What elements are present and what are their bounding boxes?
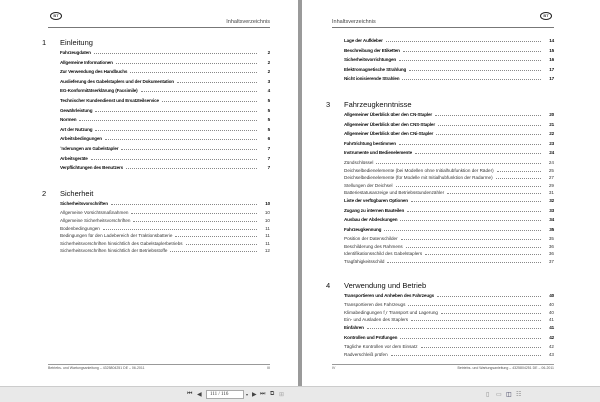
dot-leader <box>162 99 257 102</box>
toc-entry[interactable] <box>344 131 554 141</box>
dot-leader <box>411 318 541 321</box>
toc-entry-page: 14 <box>549 38 554 43</box>
dot-leader <box>400 336 541 339</box>
toc-entry-page: 40 <box>549 292 554 298</box>
toc-entry[interactable] <box>344 335 554 345</box>
dot-leader <box>401 237 541 240</box>
toc-entry-label: Allgemeiner Überblick über den CNS-Stapler <box>344 121 435 127</box>
page-dropdown-icon[interactable]: ▾ <box>246 392 249 397</box>
toc-entry-label: Bedingungen für den Ladebereich der Traktionsbatterie <box>60 233 173 239</box>
toc-entry-label: Bodenbedingungen <box>60 225 100 231</box>
toc-entry-page: 23 <box>549 140 554 146</box>
table-of-contents <box>326 38 554 359</box>
dot-leader <box>415 151 541 154</box>
toc-entry-page: 7 <box>267 145 270 151</box>
toc-entry-label: Ein- und Ausladen des Staplers <box>344 317 409 323</box>
toc-entry[interactable] <box>344 112 554 122</box>
toc-entry-label: Radverschleiß prüfen <box>344 351 388 357</box>
fit-icon[interactable]: ⊞ <box>279 392 285 398</box>
toc-entry[interactable] <box>60 79 270 89</box>
toc-entry[interactable] <box>344 183 554 191</box>
toc-entry-page: 43 <box>548 351 554 357</box>
toc-entry[interactable] <box>60 233 270 241</box>
toc-entry-label: Arbeitsgeräte <box>60 155 88 161</box>
dot-leader <box>133 219 257 222</box>
toc-entry-label: Tragfähigkeitsschild <box>344 259 385 265</box>
toc-entry-label: Tägliche Kontrollen vor dem Einsatz <box>344 344 418 350</box>
toc-entry-label: Verpflichtungen des Benutzers <box>60 165 124 171</box>
page-number: III <box>267 366 270 370</box>
dot-leader <box>141 89 257 92</box>
dot-leader <box>384 228 541 231</box>
toc-entry-page: 10 <box>265 200 270 206</box>
dot-leader <box>391 353 541 356</box>
toc-entry-label: Transportieren und Anheben des Fahrzeugs <box>344 292 435 298</box>
toc-entry-page: 17 <box>549 66 554 72</box>
right-page <box>302 0 600 386</box>
dot-leader <box>79 118 257 121</box>
dot-leader <box>496 176 541 179</box>
section-title: Fahrzeugkenntnisse <box>344 99 412 109</box>
table-of-contents <box>42 38 270 256</box>
toc-entry-page: 10 <box>264 210 270 216</box>
dot-leader <box>407 209 541 212</box>
dot-leader <box>441 311 541 314</box>
toc-entry[interactable] <box>344 302 554 310</box>
dot-leader <box>402 77 541 80</box>
toc-entry-page: 33 <box>549 207 554 213</box>
toc-entry[interactable] <box>344 57 554 67</box>
dot-leader <box>376 161 541 164</box>
dot-leader <box>130 70 257 73</box>
dot-leader <box>367 326 541 329</box>
toc-entry[interactable] <box>344 293 554 303</box>
toc-entry-label: Nicht ionisierende Strahlen <box>344 76 400 82</box>
section-heading[interactable] <box>42 189 270 198</box>
toc-entry-page: 25 <box>548 167 554 173</box>
toc-entry-page: 5 <box>267 107 270 113</box>
toc-entry-label: Allgemeine Vorsichtsmaßnahmen <box>60 210 129 216</box>
toc-entry-page: 11 <box>265 233 270 239</box>
toc-entry[interactable] <box>344 325 554 335</box>
section-title: Sicherheit <box>60 188 94 198</box>
toc-entry-label: Kontrollen und Prüfungen <box>344 334 398 340</box>
toc-entry[interactable] <box>344 76 554 86</box>
toc-entry-label: Fahrtrichtung bestimmen <box>344 140 396 146</box>
toc-entry[interactable] <box>60 50 270 60</box>
dot-leader <box>400 218 541 221</box>
toc-entry-page: 17 <box>549 76 554 82</box>
header-title: Inhaltsverzeichnis <box>332 19 376 25</box>
toc-entry[interactable] <box>60 88 270 98</box>
toc-entry-page: 32 <box>549 197 554 203</box>
toc-entry-label: Transportieren des Fahrzeugs <box>344 302 406 308</box>
dot-leader <box>126 166 257 169</box>
dot-leader <box>91 157 257 160</box>
brand-logo: BT <box>540 12 552 20</box>
toc-entry-page: 36 <box>548 243 554 249</box>
toc-entry-label: Sicherheitsvorschriften hinsichtlich der Betriebsstoffe <box>60 248 168 254</box>
toc-entry-page: 6 <box>267 136 270 142</box>
toc-entry-page: 22 <box>549 131 554 137</box>
toc-entry-page: 41 <box>548 317 554 323</box>
page-footer <box>48 364 270 370</box>
toc-entry[interactable] <box>344 236 554 244</box>
page-header <box>48 14 270 28</box>
toc-entry-page: 5 <box>267 97 270 103</box>
toc-entry[interactable] <box>60 165 270 175</box>
toc-entry[interactable] <box>344 310 554 318</box>
section-heading[interactable] <box>326 100 554 109</box>
toc-entry[interactable] <box>344 190 554 198</box>
toc-entry[interactable] <box>60 146 270 156</box>
first-page-icon[interactable]: ⏮ <box>187 391 193 397</box>
toc-entry-label: Batteriestatusanzeige und Betriebsstundenzähler <box>344 190 445 196</box>
toc-entry[interactable] <box>344 141 554 151</box>
toc-entry-label: Allgemeine Sicherheitsvorschriften <box>60 217 131 223</box>
toc-entry-page: 21 <box>549 121 554 127</box>
dot-leader <box>396 184 541 187</box>
toc-entry-label: Sicherheitsvorschriften hinsichtlich des Gabelstaplerbetriebs <box>60 240 183 246</box>
two-page-continuous-icon[interactable]: ☷ <box>516 392 522 398</box>
section-title: Einleitung <box>60 38 93 47</box>
dot-leader <box>421 345 541 348</box>
dot-leader <box>111 202 257 205</box>
toc-entry-page: 11 <box>265 225 270 231</box>
toc-entry-label: Deichselbedienelemente (für Modelle mit Initialhubfunktion der Radarme) <box>344 175 493 181</box>
toc-entry-page: 15 <box>549 47 554 53</box>
toc-entry-page: 3 <box>267 78 270 84</box>
toc-entry-label: Klimabedingungen f¸r Transport und Lagerung <box>344 309 438 315</box>
toc-entry[interactable] <box>60 226 270 234</box>
toc-entry-label: Zugang zu internen Bauteilen <box>344 207 405 213</box>
toc-entry[interactable] <box>344 227 554 237</box>
toc-entry-page: 27 <box>548 175 554 181</box>
section-title: Verwendung und Betrieb <box>344 280 427 290</box>
dot-leader <box>399 58 541 61</box>
toc-entry-page: 40 <box>548 309 554 315</box>
toc-entry[interactable] <box>344 38 554 48</box>
toc-entry-label: Allgemeiner Überblick über den CN-Stapler <box>344 111 433 117</box>
brand-logo: BT <box>50 12 62 20</box>
page-number: IV <box>332 366 336 370</box>
rotate-icon[interactable]: ⧉ <box>270 391 275 397</box>
toc-entry[interactable] <box>60 117 270 127</box>
toc-entry[interactable] <box>60 108 270 118</box>
last-page-icon[interactable]: ⏭ <box>260 391 266 397</box>
dot-leader <box>95 109 257 112</box>
dot-leader <box>131 211 257 214</box>
toc-entry[interactable] <box>344 198 554 208</box>
toc-entry[interactable] <box>344 168 554 176</box>
toc-entry[interactable] <box>60 241 270 249</box>
dot-leader <box>186 242 257 245</box>
page-footer <box>332 364 554 370</box>
toc-entry-page: 7 <box>267 165 270 171</box>
dot-leader <box>437 294 541 297</box>
toc-entry-label: Technischer Kundendienst und Ersatzteilservice <box>60 97 159 103</box>
footer-text: Betriebs- und Wartungsanleitung – 4325804251 DE – 06-2011 <box>48 366 145 370</box>
dot-leader <box>435 113 541 116</box>
dot-leader <box>387 260 541 263</box>
dot-leader <box>95 128 257 131</box>
previous-page-icon[interactable]: ◀ <box>197 392 202 398</box>
toc-entry-label: ˆnderungen am Gabelstapler <box>60 145 119 151</box>
toc-entry[interactable] <box>344 48 554 58</box>
toc-entry[interactable] <box>344 352 554 360</box>
page-header <box>332 14 554 28</box>
toc-entry-label: Lage der Aufkleber <box>344 38 383 43</box>
toc-entry-page: 37 <box>548 259 554 265</box>
toc-entry-label: Fahrzeugkennung <box>344 226 382 232</box>
toc-entry[interactable] <box>60 127 270 137</box>
section-heading[interactable] <box>326 281 554 290</box>
toc-entry[interactable] <box>344 244 554 252</box>
single-page-view-icon[interactable]: ▯ <box>486 392 490 398</box>
toc-entry-label: Identifikationsschild des Gabelstaplers <box>344 251 423 257</box>
page-number-input[interactable]: 111 / 116 <box>206 390 244 399</box>
toc-entry-page: 24 <box>549 150 554 156</box>
toc-entry-page: 5 <box>267 126 270 132</box>
toc-entry-page: 2 <box>267 50 270 55</box>
section-number: 4 <box>326 280 331 290</box>
toc-entry[interactable] <box>344 160 554 168</box>
continuous-view-icon[interactable]: ▭ <box>496 392 502 398</box>
toc-entry[interactable] <box>60 136 270 146</box>
toc-entry[interactable] <box>344 150 554 160</box>
toc-entry-page: 11 <box>265 240 270 246</box>
toc-entry[interactable] <box>344 251 554 259</box>
toc-entry-label: Art der Nutzung <box>60 126 93 132</box>
dot-leader <box>497 169 541 172</box>
dot-leader <box>94 51 257 54</box>
toc-entry-page: 34 <box>549 217 554 223</box>
toc-entry-label: Auslieferung des Gabelstaplers und der Dokumentation <box>60 78 174 84</box>
dot-leader <box>406 245 541 248</box>
toc-entry[interactable] <box>60 201 270 211</box>
next-page-icon[interactable]: ▶ <box>252 392 257 398</box>
dot-leader <box>403 49 541 52</box>
toc-entry-label: EG-Konformitätserklärung (Facsimile) <box>60 88 138 94</box>
dot-leader <box>411 199 541 202</box>
dot-leader <box>386 39 541 42</box>
dot-leader <box>438 123 541 126</box>
toc-entry-page: 5 <box>267 117 270 123</box>
dot-leader <box>447 191 541 194</box>
dot-leader <box>409 68 541 71</box>
toc-entry-label: Zur Verwendung des Handbuchs <box>60 69 128 75</box>
toc-entry-label: Liste der verfügbaren Optionen <box>344 197 408 203</box>
toc-entry-label: Deichselbedienelemente (bei Modellen ohne Initialhubfunktion der Räder) <box>344 167 494 173</box>
toc-entry-page: 35 <box>549 226 554 232</box>
toc-entry-label: Fahrzeugdaten <box>60 50 91 55</box>
dot-leader <box>399 142 541 145</box>
toc-entry-page: 2 <box>267 69 270 75</box>
toc-entry[interactable] <box>344 208 554 218</box>
toc-entry[interactable] <box>344 67 554 77</box>
toc-entry-page: 7 <box>267 155 270 161</box>
toc-entry-page: 42 <box>548 344 554 350</box>
two-page-view-icon[interactable]: ◫ <box>506 392 512 398</box>
toc-entry-page: 31 <box>548 190 554 196</box>
toc-entry-page: 24 <box>548 159 554 165</box>
toc-entry[interactable] <box>344 259 554 267</box>
toc-entry-label: Elektromagnetische Strahlung <box>344 66 407 72</box>
toc-entry[interactable] <box>60 69 270 79</box>
toc-entry[interactable] <box>60 248 270 256</box>
dot-leader <box>177 80 257 83</box>
dot-leader <box>436 132 541 135</box>
toc-entry-page: 29 <box>548 182 554 188</box>
section-heading[interactable] <box>42 38 270 47</box>
toc-entry[interactable] <box>344 317 554 325</box>
toc-entry-page: 40 <box>548 302 554 308</box>
toc-entry[interactable] <box>344 175 554 183</box>
dot-leader <box>425 252 541 255</box>
toc-entry-page: 35 <box>548 236 554 242</box>
toc-entry-page: 2 <box>267 59 270 65</box>
toc-entry-label: Sicherheitsvorschriften <box>60 200 108 206</box>
toc-entry[interactable] <box>60 98 270 108</box>
toc-entry-label: Position der Datenschilder <box>344 236 398 242</box>
toc-entry-label: Zündschlüssel <box>344 159 374 165</box>
dot-leader <box>121 147 257 150</box>
viewer-toolbar <box>0 386 600 402</box>
dot-leader <box>170 249 257 252</box>
toc-entry-label: Beschilderung des Rahmens <box>344 243 403 249</box>
toc-entry-page: 36 <box>548 251 554 257</box>
toc-entry[interactable] <box>344 217 554 227</box>
footer-text: Betriebs- und Wartungsanleitung – 4325804251 DE – 06-2011 <box>457 366 554 370</box>
toc-entry-label: Instrumente und Bedienelemente <box>344 150 412 156</box>
toc-entry-label: Normen <box>60 117 77 123</box>
toc-entry[interactable] <box>60 210 270 218</box>
toc-entry-label: Einfahren <box>344 325 364 331</box>
toc-entry-label: Sicherheitsvorrichtungen <box>344 57 397 63</box>
toc-entry-page: 41 <box>549 325 554 331</box>
header-title: Inhaltsverzeichnis <box>226 19 270 25</box>
section-number: 1 <box>42 38 47 47</box>
toc-entry[interactable] <box>60 60 270 70</box>
toc-entry-page: 4 <box>267 88 270 94</box>
toc-entry-label: Beschreibung der Etiketten <box>344 47 400 53</box>
toc-entry-page: 20 <box>549 111 554 117</box>
toc-entry-label: Ausbau der Abdeckungen <box>344 217 398 223</box>
toc-entry[interactable] <box>344 122 554 132</box>
toc-entry-page: 42 <box>549 334 554 340</box>
dot-leader <box>103 227 257 230</box>
toc-entry-page: 12 <box>264 248 270 254</box>
toc-entry[interactable] <box>344 344 554 352</box>
section-number: 2 <box>42 188 47 198</box>
toc-entry-label: Arbeitsbedingungen <box>60 136 102 142</box>
toc-entry[interactable] <box>60 156 270 166</box>
toc-entry[interactable] <box>60 218 270 226</box>
section-number: 3 <box>326 99 331 109</box>
toc-entry-label: Stellungen der Deichsel <box>344 182 393 188</box>
toc-entry-label: Allgemeine Informationen <box>60 59 113 65</box>
toc-entry-label: Gewährleistung <box>60 107 93 113</box>
dot-leader <box>116 61 257 64</box>
toc-entry-label: Allgemeiner Überblick über den CNi-Stapler <box>344 131 434 137</box>
left-page <box>0 0 298 386</box>
dot-leader <box>105 137 257 140</box>
dot-leader <box>175 234 257 237</box>
toc-entry-page: 10 <box>264 217 270 223</box>
dot-leader <box>408 303 541 306</box>
toc-entry-page: 16 <box>549 57 554 63</box>
